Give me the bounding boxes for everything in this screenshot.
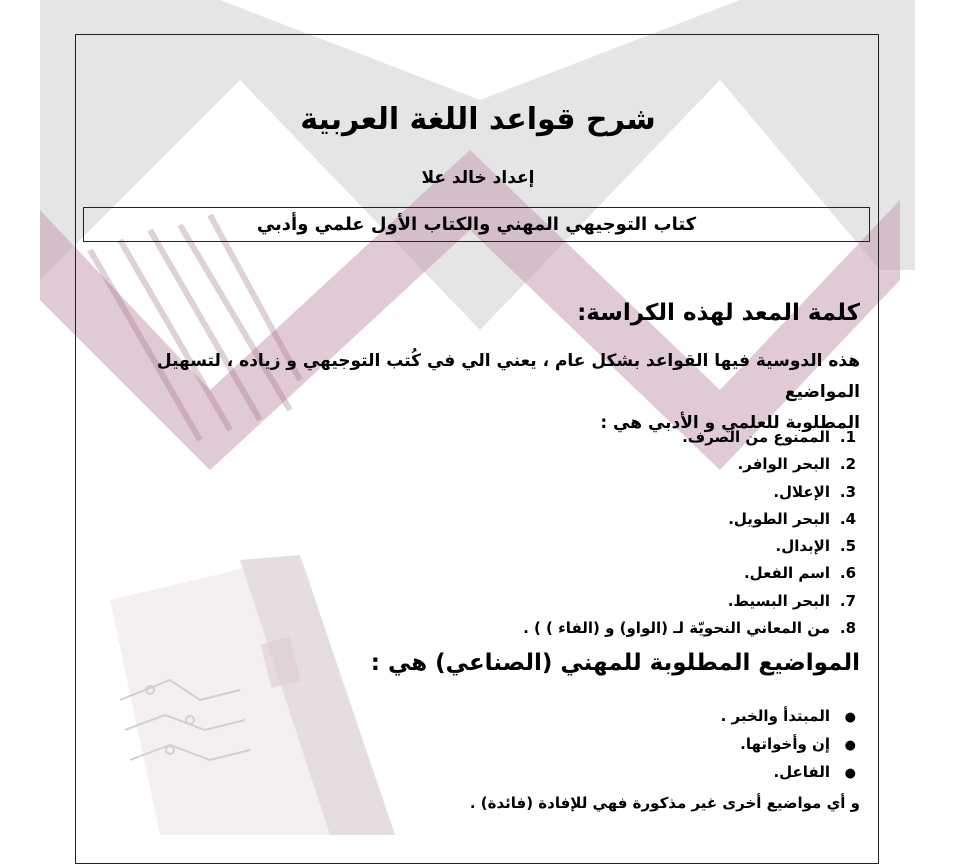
list-item xyxy=(721,758,856,786)
bullet-icon: ● xyxy=(844,766,856,781)
bullet-icon: ● xyxy=(844,710,856,725)
list-text: الممنوع من الصرف. xyxy=(682,428,830,446)
list-text: البحر الوافر. xyxy=(737,455,830,474)
list-text: البحر الطويل. xyxy=(728,509,830,528)
bullet-icon: ● xyxy=(844,738,856,753)
list-text: اسم الفعل. xyxy=(743,564,830,583)
list-number: 5. xyxy=(839,537,856,556)
list-text: الإبدال. xyxy=(775,537,830,556)
list-text: المبتدأ والخبر . xyxy=(720,707,830,725)
topics-list xyxy=(523,424,856,642)
closing-note: و أي مواضيع أخرى غير مذكورة فهي للإفادة (فائدة) . xyxy=(469,794,860,812)
list-number: 8. xyxy=(839,619,856,638)
intro-heading: كلمة المعد لهذه الكراسة: xyxy=(577,300,860,326)
list-text: البحر البسيط. xyxy=(727,591,830,610)
list-text: الإعلال. xyxy=(773,482,830,501)
list-number: 3. xyxy=(839,482,856,501)
list-number: 7. xyxy=(839,591,856,610)
list-text: من المعاني النحويّة لـ (الواو) و (الفاء ) ) . xyxy=(523,619,830,638)
list-item xyxy=(523,424,856,451)
vocational-heading: المواضيع المطلوبة للمهني (الصناعي) هي : xyxy=(370,650,860,676)
author-line: إعداد خالد علا xyxy=(421,168,535,188)
subtitle-box: كتاب التوجيهي المهني والكتاب الأول علمي وأدبي xyxy=(83,207,870,242)
list-text: الفاعل. xyxy=(773,763,830,781)
intro-line-2: المطلوبة للعلمي و الأدبي هي : xyxy=(600,413,860,433)
list-number: 6. xyxy=(839,564,856,583)
list-item xyxy=(523,533,856,560)
list-item xyxy=(523,560,856,587)
list-number: 4. xyxy=(839,509,856,528)
intro-line-1: هذه الدوسية فيها القواعد بشكل عام ، يعني الي في كُتب التوجيهي و زياده ، لتسهيل المواضيع xyxy=(156,351,860,402)
list-item xyxy=(523,615,856,642)
list-text: إن وأخواتها. xyxy=(740,735,830,753)
list-number: 2. xyxy=(839,455,856,474)
list-item xyxy=(721,730,856,758)
list-item xyxy=(523,479,856,506)
document-title: شرح قواعد اللغة العربية xyxy=(300,102,656,137)
list-item xyxy=(523,506,856,533)
list-item xyxy=(721,702,856,730)
list-item xyxy=(523,588,856,615)
list-number: 1. xyxy=(839,428,856,446)
list-item xyxy=(523,451,856,478)
vocational-list xyxy=(721,702,856,786)
